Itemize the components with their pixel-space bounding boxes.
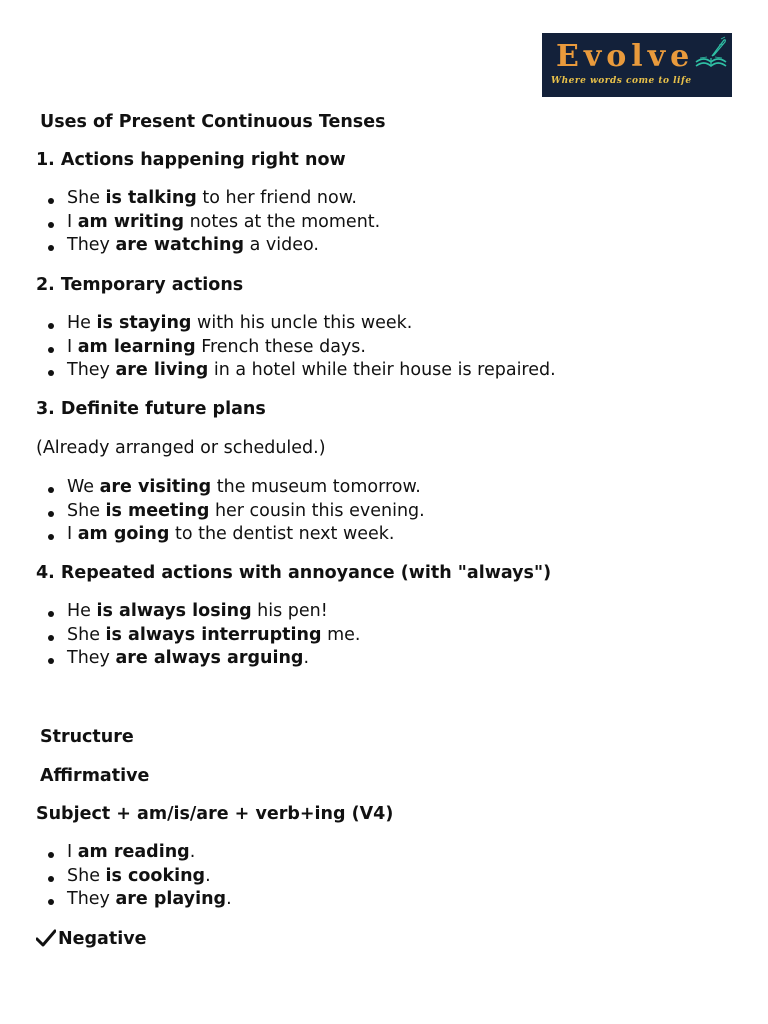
section-heading: 1. Actions happening right now <box>36 150 346 170</box>
logo-word: Evolve <box>556 39 695 74</box>
list-item: She is always interrupting me. <box>36 624 360 648</box>
list-item: They are living in a hotel while their house is repaired. <box>36 359 556 383</box>
list-item: They are watching a video. <box>36 234 380 258</box>
section-heading: 4. Repeated actions with annoyance (with "always") <box>36 563 552 583</box>
list-item: We are visiting the museum tomorrow. <box>36 476 425 500</box>
checkmark-icon <box>36 929 56 947</box>
list-item: He is staying with his uncle this week. <box>36 312 556 336</box>
affirmative-heading: Affirmative <box>40 766 150 786</box>
section-list <box>36 312 556 383</box>
list-item: I am going to the dentist next week. <box>36 523 425 547</box>
negative-heading <box>36 928 147 950</box>
list-item: She is cooking. <box>36 865 232 889</box>
list-item: She is meeting her cousin this evening. <box>36 500 425 524</box>
structure-list <box>36 841 232 912</box>
section-note: (Already arranged or scheduled.) <box>36 438 326 458</box>
book-quill-icon <box>692 36 730 72</box>
section-list <box>36 476 425 547</box>
list-item: They are playing. <box>36 888 232 912</box>
list-item: I am writing notes at the moment. <box>36 211 380 235</box>
list-item: He is always losing his pen! <box>36 600 360 624</box>
list-item: I am reading. <box>36 841 232 865</box>
logo-tagline: Where words come to life <box>551 76 692 86</box>
section-heading: 2. Temporary actions <box>36 275 244 295</box>
structure-heading: Structure <box>40 727 134 747</box>
page-title: Uses of Present Continuous Tenses <box>40 112 386 132</box>
section-list <box>36 600 360 671</box>
list-item: She is talking to her friend now. <box>36 187 380 211</box>
section-heading: 3. Definite future plans <box>36 399 266 419</box>
negative-label: Negative <box>58 929 147 949</box>
list-item: I am learning French these days. <box>36 336 556 360</box>
list-item: They are always arguing. <box>36 647 360 671</box>
evolve-logo <box>542 33 732 97</box>
section-list <box>36 187 380 258</box>
structure-formula: Subject + am/is/are + verb+ing (V4) <box>36 804 394 824</box>
